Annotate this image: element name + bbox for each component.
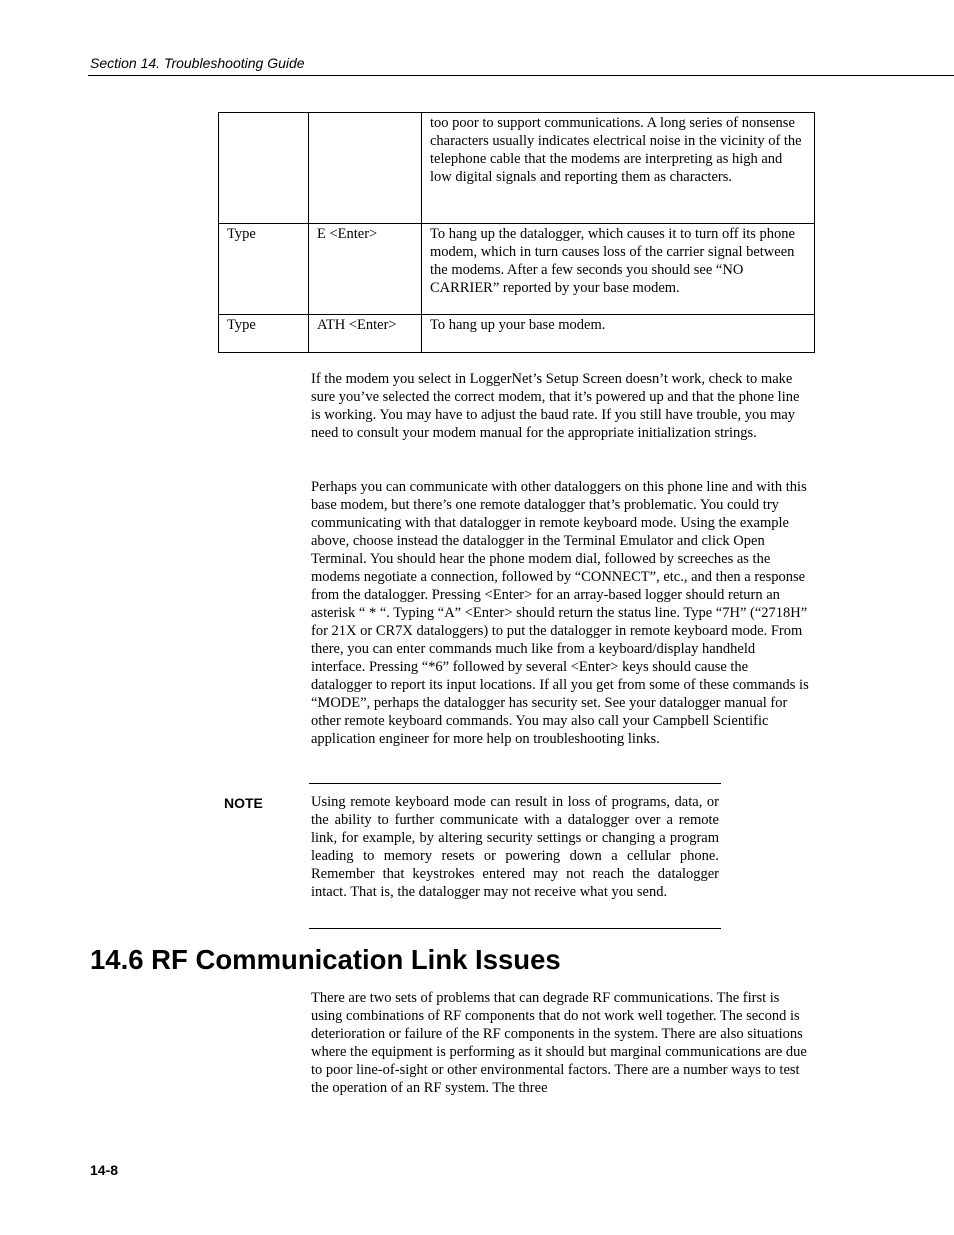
- section-paragraph: There are two sets of problems that can degrade RF communications. The first is using combinations of RF components that do not work well together. The second is deterioration or failure of the RF components in the system. There are also situations where the equipment is performing as it should but marginal communications are due to poor line-of-sight or other environmental factors. There are a number ways to test the operation of an RF system. The three: [311, 990, 807, 1096]
- table-cell-action: Type: [219, 315, 309, 353]
- table-cell-command: ATH <Enter>: [309, 315, 422, 353]
- table-cell-command: [309, 113, 422, 224]
- table-cell-description: too poor to support communications. A long series of nonsense characters usually indicates electrical noise in the vicinity of the telephone cable that the modems are interpreting as high and low digital signals and reporting them as characters.: [422, 113, 815, 224]
- note-bottom-rule: [309, 928, 721, 929]
- page-number: 14-8: [90, 1162, 119, 1178]
- note-top-rule: [309, 783, 721, 784]
- table-cell-action: Type: [219, 224, 309, 315]
- table-row: [219, 224, 815, 315]
- running-header: Section 14. Troubleshooting Guide: [90, 55, 305, 71]
- section-heading: 14.6 RF Communication Link Issues: [90, 944, 561, 975]
- table-row: [219, 113, 815, 224]
- note-label: NOTE: [224, 795, 263, 811]
- table-cell-command: E <Enter>: [309, 224, 422, 315]
- note-text: Using remote keyboard mode can result in loss of programs, data, or the ability to further communicate with a datalogger over a remote link, for example, by altering security settings or changing a program leading to memory resets or powering down a cellular phone. Remember that keystrokes entered may not reach the datalogger intact. That is, the datalogger may not receive what you send.: [311, 794, 719, 900]
- table-cell-action: [219, 113, 309, 224]
- command-table: [218, 112, 815, 353]
- table-cell-description: To hang up your base modem.: [422, 315, 815, 353]
- table-row: [219, 315, 815, 353]
- table-cell-description: To hang up the datalogger, which causes it to turn off its phone modem, which in turn causes loss of the carrier signal between the modems. After a few seconds you should see “NO CARRIER” reported by your base modem.: [422, 224, 815, 315]
- header-rule: [88, 75, 954, 76]
- body-paragraph: If the modem you select in LoggerNet’s Setup Screen doesn’t work, check to make sure you’ve selected the correct modem, that it’s powered up and that the phone line is working. You may have to adjust the baud rate. If you still have trouble, you may need to consult your modem manual for the appropriate initialization strings.: [311, 371, 800, 441]
- body-paragraph: Perhaps you can communicate with other dataloggers on this phone line and with this base modem, but there’s one remote datalogger that’s problematic. You could try communicating with that datalogger in remote keyboard mode. Using the example above, choose instead the datalogger in the Terminal Emulator and click Open Terminal. You should hear the phone modem dial, followed by screeches as the modems negotiate a connection, followed by “CONNECT”, etc., and then a response from the datalogger. Pressing <Enter> for an array-based logger should return an asterisk “ * “. Typing “A” <Enter> should return the status line. Type “7H” (“2718H” for 21X or CR7X dataloggers) to put the datalogger in remote keyboard mode. From there, you can enter commands much like from a keyboard/display handheld interface. Pressing “*6” followed by several <Enter> keys should cause the datalogger to report its input locations. If all you get from some of these commands is “MODE”, perhaps the datalogger has security set. See your datalogger manual for other remote keyboard commands. You may also call your Campbell Scientific application engineer for more help on troubleshooting links.: [311, 479, 809, 747]
